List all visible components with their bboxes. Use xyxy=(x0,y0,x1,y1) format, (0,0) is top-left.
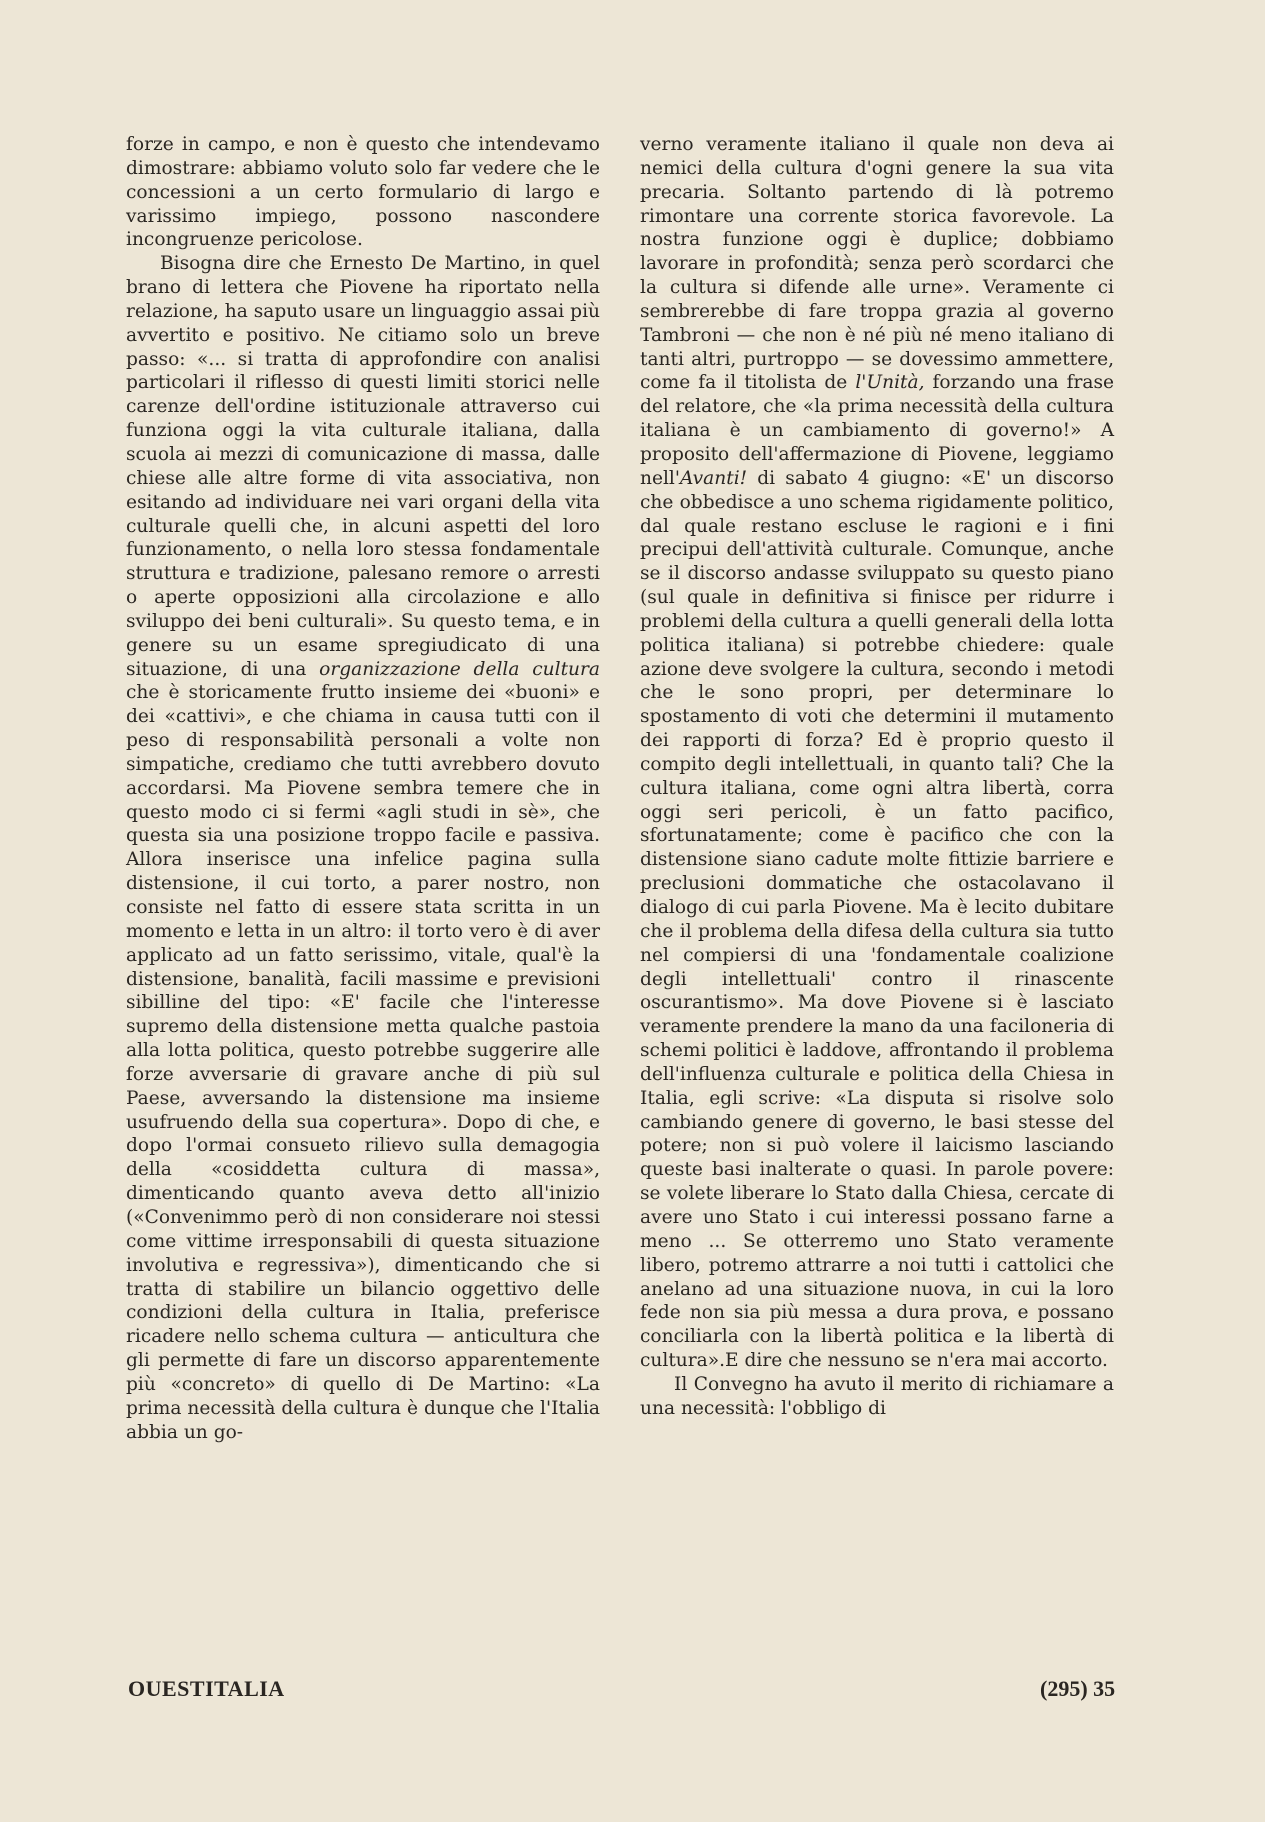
page-number: (295) 35 xyxy=(1040,1676,1116,1701)
italic-phrase: organizzazione della cultura xyxy=(319,658,600,680)
paragraph xyxy=(640,1373,1114,1421)
paragraph xyxy=(126,252,600,1444)
paragraph-text: Bisogna dire che Ernesto De Martino, in quel brano di lettera che Piovene ha riportato nella relazione, ha saputo usare un linguaggio assai più avvertito e positivo. Ne citiamo solo un breve passo: «... si tratta di approfondire con analisi particolari il riflesso di questi limiti storici nelle carenze dell'ordine istituzionale attraverso cui funziona oggi la vita culturale italiana, dalla scuola ai mezzi di comunicazione di massa, dalle chiese alle altre forme di vita associativa, non esitando ad individuare nei vari organi della vita culturale quelli che, in alcuni aspetti del loro funzionamento, o nella loro stessa fondamentale struttura e tradizione, palesano remore o arresti o aperte opposizioni alla circolazione e allo sviluppo dei beni culturali». Su questo tema, e in genere su un esame spregiudicato di una situazione, di una xyxy=(126,253,600,680)
paragraph xyxy=(126,133,600,252)
magazine-name: OUESTITALIA xyxy=(128,1676,285,1701)
left-text-column xyxy=(126,133,600,1444)
paragraph xyxy=(640,133,1114,1373)
italic-title: l'Unità, xyxy=(855,372,925,394)
paragraph-text: verno veramente italiano il quale non deva ai nemici della cultura d'ogni genere la sua vita precaria. Soltanto partendo di là potremo rimontare una corrente storica favorevole. La nostra funzione oggi è duplice; dobbiamo lavorare in profondità; senza però scordarci che la cultura si difende alle urne». Veramente ci sembrerebbe di fare troppa grazia al governo Tambroni — che non è né più né meno italiano di tanti altri, purtroppo — se dovessimo ammettere, come fa il titolista de xyxy=(640,134,1114,394)
paragraph-text: Il Convegno ha avuto il merito di richiamare a una necessità: l'obbligo di xyxy=(640,1373,1114,1419)
right-text-column xyxy=(640,133,1114,1421)
paragraph-text: forze in campo, e non è questo che intendevamo dimostrare: abbiamo voluto solo far vedere che le concessioni a un certo formulario di largo e varissimo impiego, possono nascondere incongruenze pericolose. xyxy=(126,134,600,251)
paragraph-text: che è storicamente frutto insieme dei «buoni» e dei «cattivi», e che chiama in causa tutti con il peso di responsabilità personali a volte non simpatiche, crediamo che tutti avrebbero dovuto accordarsi. Ma Piovene sembra temere che in questo modo ci si fermi «agli studi in sè», che questa sia una posizione troppo facile e passiva. Allora inserisce una infelice pagina sulla distensione, il cui torto, a parer nostro, non consiste nel fatto di essere stata scritta in un momento e letta in un altro: il torto vero è di aver applicato ad un fatto serissimo, vitale, qual'è la distensione, banalità, facili massime e previsioni sibilline del tipo: «E' facile che l'interesse supremo della distensione metta qualche pastoia alla lotta politica, questo potrebbe suggerire alle forze avversarie di gravare anche di più sul Paese, avversando la distensione ma insieme usufruendo della sua copertura». Dopo di che, e dopo l'ormai consueto rilievo sulla demagogia della «cosiddetta cultura di massa», dimenticando quanto aveva detto all'inizio («Convenimmo però di non considerare noi stessi come vittime irresponsabili di questa situazione involutiva e regressiva»), dimenticando che si tratta di stabilire un bilancio oggettivo delle condizioni della cultura in Italia, preferisce ricadere nello schema cultura — anticultura che gli permette di fare un discorso apparentemente più «concreto» di quello di De Martino: «La prima necessità della cultura è dunque che l'Italia abbia un go- xyxy=(126,682,600,1443)
italic-title: Avanti! xyxy=(679,467,748,489)
paragraph-text: di sabato 4 giugno: «E' un discorso che obbedisce a uno schema rigidamente politico, dal quale restano escluse le ragioni e i fini precipui dell'attività culturale. Comunque, anche se il discorso andasse sviluppato su questo piano (sul quale in definitiva si finisce per ridurre i problemi della cultura a quelli generali della lotta politica italiana) si potrebbe chiedere: quale azione deve svolgere la cultura, secondo i metodi che le sono propri, per determinare lo spostamento di voti che determini il mutamento dei rapporti di forza? Ed è proprio questo il compito degli intellettuali, in quanto tali? Che la cultura italiana, come ogni altra libertà, corra oggi seri pericoli, è un fatto pacifico, sfortunatamente; come è pacifico che con la distensione siano cadute molte fittizie barriere e preclusioni dommatiche che ostacolavano il dialogo di cui parla Piovene. Ma è lecito dubitare che il problema della difesa della cultura sia tutto nel compiersi di una 'fondamentale coalizione degli intellettuali' contro il rinascente oscurantismo». Ma dove Piovene si è lasciato veramente prendere la mano da una faciloneria di schemi politici è laddove, affrontando il problema dell'influenza culturale e politica della Chiesa in Italia, egli scrive: «La disputa si risolve solo cambiando genere di governo, le basi stesse del potere; non si può volere il laicismo lasciando queste basi inalterate o quasi. In parole povere: se volete liberare lo Stato dalla Chiesa, cercate di avere uno Stato i cui interessi possano farne a meno ... Se otterremo uno Stato veramente libero, potremo attrarre a noi tutti i cattolici che anelano ad una situazione nuova, in cui la loro fede non sia più messa a dura prova, e possano conciliarla con la libertà politica e la libertà di cultura».E dire che nessuno se n'era mai accorto. xyxy=(640,467,1114,1372)
paragraph-text: forzando una frase del relatore, che «la prima necessità della cultura italiana è un cambiamento di governo!» A proposito dell'affermazione di Piovene, leggiamo nell' xyxy=(640,372,1115,489)
